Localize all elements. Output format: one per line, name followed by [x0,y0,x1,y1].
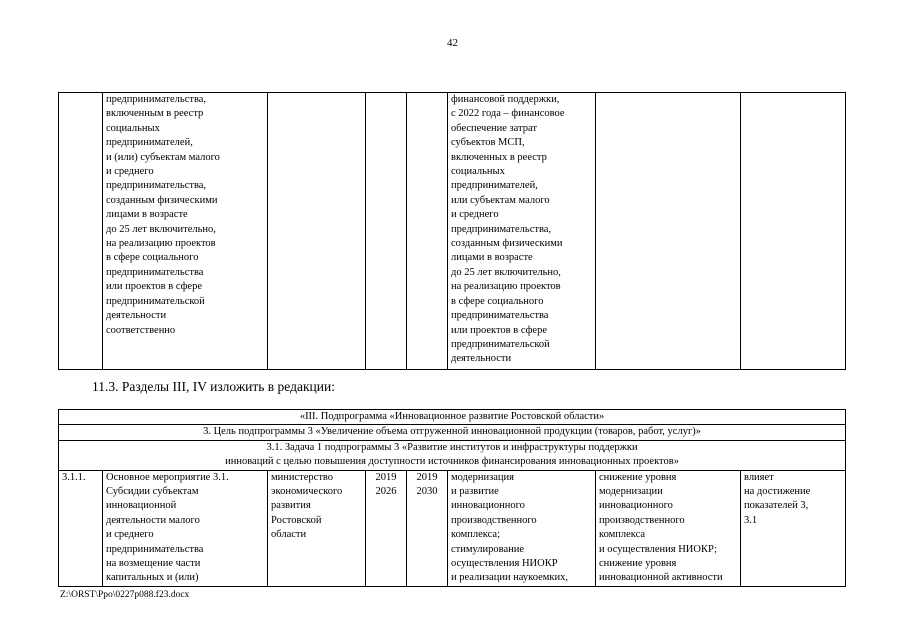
text-line: деятельности [451,353,512,365]
text-line: или проектов в сфере [106,281,203,293]
text-line: или проектов в сфере [451,324,548,336]
table-row [59,93,846,370]
text-line: лицами в возрасте [106,209,188,221]
text-line: на реализацию проектов [451,281,561,293]
text-line: инновационной активности [599,572,723,584]
task-title [59,440,846,470]
row-end-year [407,470,448,586]
text-line: предпринимательской [106,295,205,307]
text-line: включенным в реестр [106,108,204,120]
text-line: предпринимателей, [106,137,193,149]
text-line: и (или) субъектам малого [106,151,220,163]
text-line: соответственно [106,324,176,336]
text-line: модернизация [451,471,514,483]
text-line: 2026 [375,486,397,498]
text-line: 3.1 [744,514,758,526]
text-line: включенных в реестр [451,151,547,163]
text-line: инновационного [451,500,525,512]
text-line: до 25 лет включительно, [106,223,216,235]
text-line: и развитие [451,486,499,498]
page-number: 42 [447,37,458,49]
text-line: влияет [744,471,774,483]
table-cell-result [448,93,596,370]
text-line: экономического [271,486,343,498]
text-line: предпринимательства, [106,180,207,192]
text-line: и среднего [451,209,499,221]
text-line: области [271,529,307,541]
text-line: финансовой поддержки, [451,94,560,105]
text-line: в сфере социального [451,295,544,307]
text-line: инновационной [106,500,177,512]
text-line: обеспечение затрат [451,122,537,134]
goal-title: 3. Цель подпрограммы 3 «Увеличение объема отгруженной инновационной продукции (товаров, работ, услуг)» [59,425,846,440]
text-line: снижение уровня [599,558,677,570]
text-line: деятельности [106,310,167,322]
continuation-table [58,92,846,370]
text-line: и осуществления НИОКР; [599,543,718,555]
text-line: инновационного [599,500,673,512]
row-start-year [366,470,407,586]
text-line: стимулирование [451,543,525,555]
text-line: созданным физическими [106,194,218,206]
table-cell-number [59,93,103,370]
text-line: до 25 лет включительно, [451,266,561,278]
text-line: производственного [451,514,537,526]
table-row [59,470,846,586]
text-line: Субсидии субъектам [106,486,199,498]
text-line: предпринимательства, [106,94,207,105]
text-line: на возмещение части [106,558,201,570]
text-line: или субъектам малого [451,194,550,206]
text-line: развития [271,500,311,512]
text-line: 2019 [416,471,438,483]
text-line: социальных [451,166,505,178]
text-line: комплекса [599,529,646,541]
text-line: предпринимательства [106,543,204,555]
text-line: и реализации наукоемких, [451,572,569,584]
text-line: предпринимательства [106,266,204,278]
text-line: министерство [271,471,334,483]
row-number: 3.1.1. [59,470,103,586]
table-cell-indicator [741,93,846,370]
text-line: предпринимательской [451,338,550,350]
text-line: предпринимательства [451,310,549,322]
table-cell-end-year [407,93,448,370]
text-line: в сфере социального [106,252,199,264]
text-line: снижение уровня [599,471,677,483]
table-row-goal [59,425,846,440]
text-line: деятельности малого [106,514,200,526]
text-line: Основное мероприятие 3.1. [106,471,229,483]
text-line: предпринимателей, [451,180,538,192]
text-line: инноваций с целью повышения доступности источников финансирования инновационных проектов» [225,456,679,468]
text-line: субъектов МСП, [451,137,525,149]
subprogram-table [58,409,846,587]
footer-file-path: Z:\ORST\Ppo\0227p088.f23.docx [60,590,190,600]
text-line: 3.1. Задача 1 подпрограммы 3 «Развитие институтов и инфраструктуры поддержки [266,441,638,453]
row-consequence [596,470,741,586]
text-line: на реализацию проектов [106,238,216,250]
text-line: производственного [599,514,685,526]
table-cell-start-year [366,93,407,370]
text-line: 2019 [375,471,397,483]
table-cell-executor [268,93,366,370]
text-line: 2030 [416,486,438,498]
text-line: осуществления НИОКР [451,558,558,570]
text-line: созданным физическими [451,238,563,250]
text-line: показателей 3, [744,500,809,512]
text-line: лицами в возрасте [451,252,533,264]
table-row-subprogram [59,410,846,425]
row-executor [268,470,366,586]
table-row-task [59,440,846,470]
row-result [448,470,596,586]
text-line: модернизации [599,486,663,498]
text-line: социальных [106,122,160,134]
row-activity [103,470,268,586]
text-line: предпринимательства, [451,223,552,235]
text-line: и среднего [106,166,154,178]
text-line: капитальных и (или) [106,572,199,584]
text-line: комплекса; [451,529,500,541]
table-cell-activity [103,93,268,370]
row-indicator [741,470,846,586]
table-cell-consequence [596,93,741,370]
text-line: на достижение [744,486,811,498]
subprogram-title: «III. Подпрограмма «Инновационное развитие Ростовской области» [59,410,846,425]
text-line: и среднего [106,529,154,541]
text-line: с 2022 года – финансовое [451,108,565,120]
text-line: Ростовской [271,514,322,526]
section-heading: 11.3. Разделы III, IV изложить в редакции: [92,379,335,394]
